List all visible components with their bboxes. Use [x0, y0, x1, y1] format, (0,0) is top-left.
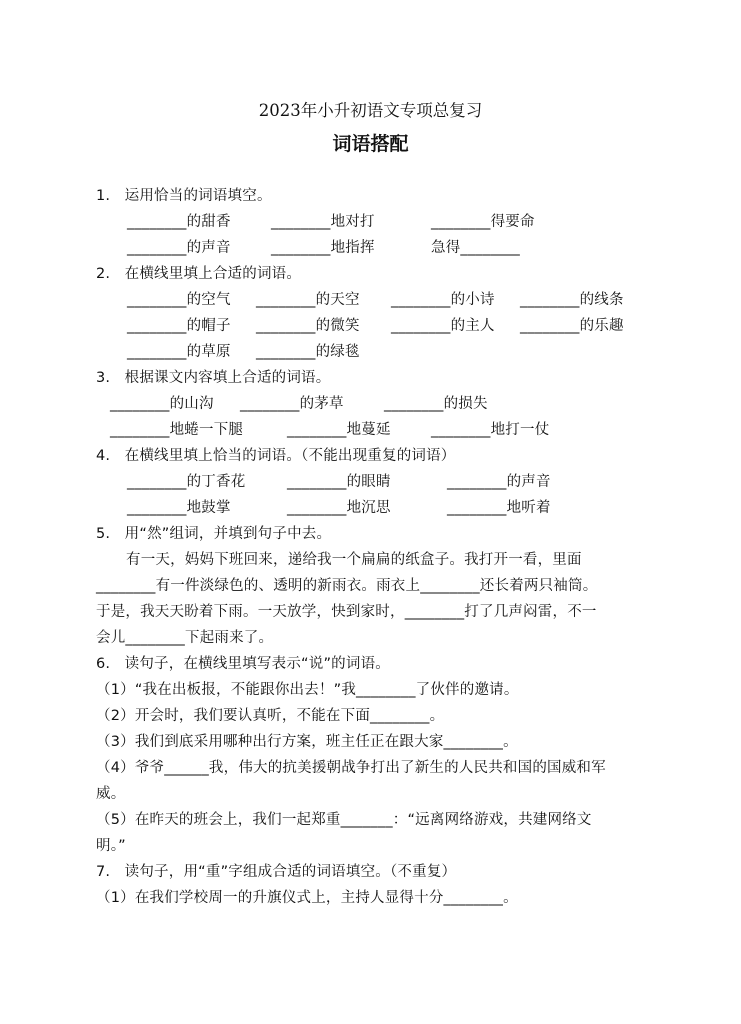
q2-item: ________的微笑: [256, 318, 360, 334]
q1-item: 急得________: [431, 240, 520, 256]
q5-paragraph-line: 有一天，妈妈下班回来，递给我一个扁扁的纸盒子。我打开一看，里面: [126, 552, 582, 568]
q6-sentence-cont: 明。”: [96, 838, 126, 854]
q2-item: ________的线条: [520, 292, 624, 308]
q1-item: ________地指挥: [271, 240, 375, 256]
q4-heading: 4. 在横线里填上恰当的词语。（不能出现重复的词语）: [96, 448, 456, 464]
q1-item: ________的甜香: [127, 214, 231, 230]
q6-sentence-cont: 威。: [96, 786, 126, 802]
q3-heading: 3. 根据课文内容填上合适的词语。: [96, 370, 331, 386]
q3-item: ________地蜷一下腿: [110, 422, 244, 438]
doc-subtitle: 词语搭配: [332, 133, 409, 155]
q2-item: ________的帽子: [127, 318, 231, 334]
q1-item: ________得要命: [431, 214, 535, 230]
q2-item: ________的草原: [127, 344, 231, 360]
q3-item: ________地打一仗: [431, 422, 550, 438]
q6-heading: 6. 读句子，在横线里填写表示“说”的词语。: [96, 656, 390, 672]
q2-item: ________的绿毯: [256, 344, 360, 360]
q4-item: ________的丁香花: [127, 474, 246, 490]
q2-item: ________的空气: [127, 292, 231, 308]
q6-sentence: （4）爷爷______我，伟大的抗美援朝战争打出了新生的人民共和国的国威和军: [96, 760, 606, 776]
q3-item: ________的山沟: [110, 396, 214, 412]
q1-item: ________地对打: [271, 214, 375, 230]
q2-item: ________的天空: [256, 292, 360, 308]
q5-paragraph-line: ________有一件淡绿色的、透明的新雨衣。雨衣上________还长着两只袖筒。: [96, 578, 598, 594]
q5-paragraph-line: 于是，我天天盼着下雨。一天放学，快到家时，________打了几声闷雷，不一: [96, 604, 597, 620]
q3-item: ________地蔓延: [287, 422, 391, 438]
q5-heading: 5. 用“然”组词，并填到句子中去。: [96, 526, 332, 542]
q4-item: ________地沉思: [287, 500, 391, 516]
q4-item: ________地鼓掌: [127, 500, 231, 516]
q3-item: ________的茅草: [240, 396, 344, 412]
q4-item: ________的声音: [447, 474, 551, 490]
q4-item: ________的眼睛: [287, 474, 391, 490]
q1-item: ________的声音: [127, 240, 231, 256]
q1-heading: 1. 运用恰当的词语填空。: [96, 188, 272, 204]
q6-sentence: （3）我们到底采用哪种出行方案，班主任正在跟大家________。: [96, 734, 518, 750]
q6-sentence: （1）“我在出板报，不能跟你出去！”我________了伙伴的邀请。: [96, 682, 519, 698]
q2-item: ________的乐趣: [520, 318, 624, 334]
q3-item: ________的损失: [384, 396, 488, 412]
doc-title: 2023年小升初语文专项总复习: [258, 101, 483, 120]
q6-sentence: （5）在昨天的班会上，我们一起郑重_______：“远离网络游戏，共建网络文: [96, 812, 592, 828]
q2-item: ________的小诗: [391, 292, 495, 308]
q2-heading: 2. 在横线里填上合适的词语。: [96, 266, 302, 282]
q7-sentence: （1）在我们学校周一的升旗仪式上，主持人显得十分________。: [96, 890, 518, 906]
q7-heading: 7. 读句子，用“重”字组成合适的词语填空。（不重复）: [96, 864, 457, 880]
q6-sentence: （2）开会时，我们要认真听，不能在下面________。: [96, 708, 445, 724]
q5-paragraph-line: 会儿________下起雨来了。: [96, 630, 274, 646]
q4-item: ________地听着: [447, 500, 551, 516]
q2-item: ________的主人: [391, 318, 495, 334]
